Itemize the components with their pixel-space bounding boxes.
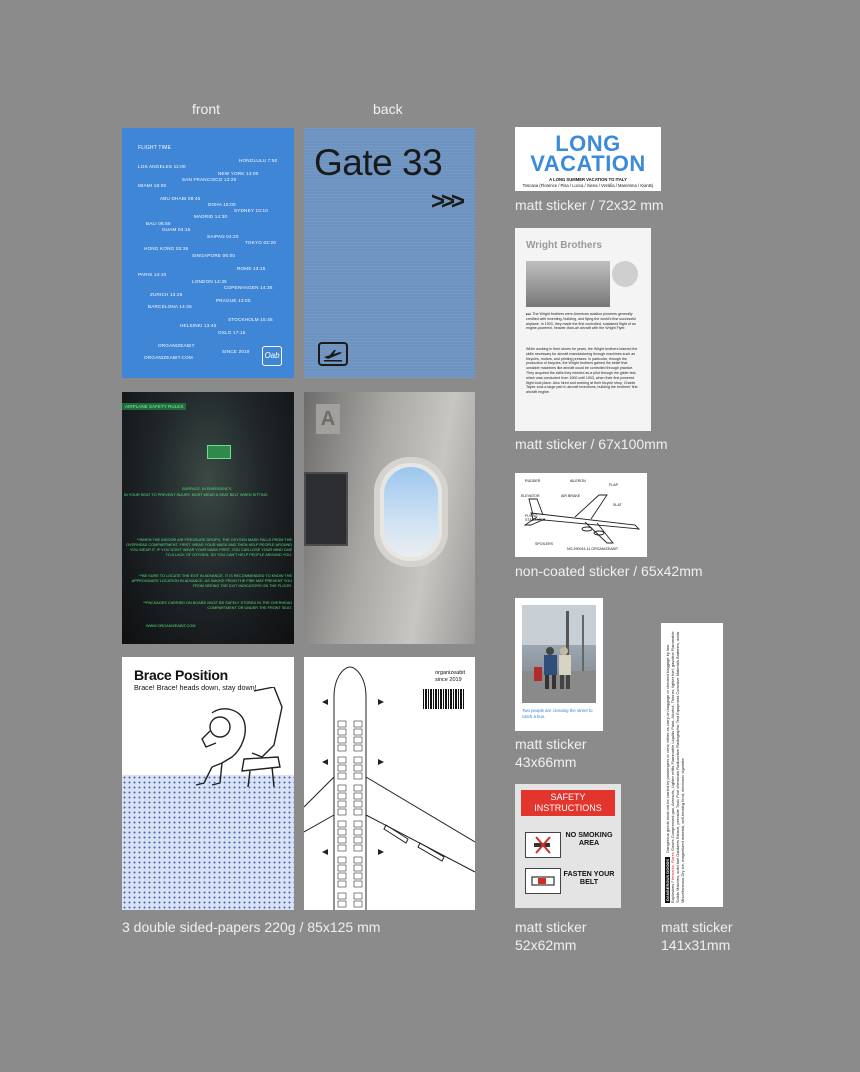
map-brand-name: organizeabit [435, 670, 465, 676]
part-label: FLYING STABILIZER [525, 514, 546, 522]
safety-line: IN YOUR SEAT TO PREVENT INJURY. MUST WEAR A SEAT BELT WHEN SITTING [124, 493, 268, 497]
wright-brothers-sticker [515, 228, 651, 431]
dangerous-goods-text1: Dangerous goods must not be carried by passengers or crew, either as carry-on baggage or checked baggage by law. Explosives [665, 644, 675, 903]
dangerous-goods-red1: Fireworks, Flares [670, 852, 675, 883]
street-photo [522, 605, 596, 703]
safety-instructions-sticker [515, 784, 621, 908]
safety-rules-tag: AIRPLANE SAFETY RULES [122, 403, 186, 410]
chevrons-right-icon: >>> [430, 188, 461, 215]
flight-entry: DOHA 15:00 [208, 202, 236, 207]
papers-caption: 3 double sided-papers 220g / 85x125 mm [122, 919, 381, 935]
seatbelt-icon [525, 868, 561, 894]
flight-entry: OSLO 17:15 [218, 330, 246, 335]
flight-entry: COPENHAGEN 14:35 [224, 285, 273, 290]
long-vacation-line2: VACATION [530, 151, 646, 176]
flight-card-url: ORGANIZEABIT.COM [144, 355, 193, 360]
fasten-belt-label: FASTEN YOUR BELT [563, 869, 615, 886]
part-label: SPOILERS [535, 542, 553, 546]
flight-entry: HONG KONG 03:35 [144, 246, 189, 251]
safety-rules-card [122, 392, 294, 644]
window-photo-card [304, 392, 475, 644]
safety-caption [515, 918, 587, 954]
brace-title: Brace Position [134, 667, 228, 683]
flight-entry: MADRID 14:30 [194, 214, 228, 219]
plane-parts-code: NO.290043-11 ORGANIZEABIT [567, 547, 619, 551]
flight-entry: STOCKHOLM 15:45 [228, 317, 273, 322]
flight-entry: BALI 06:55 [146, 221, 171, 226]
flight-entry: LONDON 14:35 [192, 279, 227, 284]
safety-line: **PACKAGES CARRIED ON BOARD MUST BE SAFELY STORED IN THE OVERHEAD COMPARTMENT OR UNDER THE FRONT SEAT. [143, 601, 292, 610]
flight-time-heading: FLIGHT TIME [138, 145, 172, 151]
wright-para1: ▸▸▸ The Wright brothers were American aviation pioneers generally credited with inventing, building, and flying the world's first successful airplane. In 1903, they made the first controlled, sustained flight of an engine-powered, heavier-than-air aircraft with the Wright Flyer. [526, 312, 636, 331]
part-label: FLAP [609, 483, 618, 487]
photo-caption-line2: 43x66mm [515, 754, 577, 770]
wright-portrait-icon [612, 261, 638, 287]
part-label: AIR BRAKE [561, 494, 581, 498]
part-label: SLAT [613, 503, 622, 507]
flight-entry: PARIS 14:10 [138, 272, 167, 277]
long-vacation-places: Toscana (Florence / Pisa / Lucca / Siena / Versilia / Maremma / Kiants) [522, 183, 654, 188]
flight-entry: LOS ANGELES 11:00 [138, 164, 186, 169]
flight-entry: MIAMI 16:00 [138, 183, 167, 188]
plane-takeoff-icon [318, 342, 348, 366]
dangerous-caption-line1: matt sticker [661, 919, 733, 935]
header-front: front [192, 101, 221, 117]
photo-caption-line1: matt sticker [515, 736, 587, 752]
flight-entry: HELSINKI 13:40 [180, 323, 217, 328]
seat-letter: A [316, 404, 340, 434]
long-vacation-sub: A LONG SUMMER VACATION TO ITALY [549, 177, 627, 182]
long-vacation-caption: matt sticker / 72x32 mm [515, 197, 664, 213]
flight-entry: SAN FRANCISCO 13:20 [182, 177, 237, 182]
flight-entry: TOKYO 02:20 [245, 240, 276, 245]
airplane-outline-icon [304, 657, 475, 910]
flight-card-brand: ORGANIZEABIT [158, 343, 195, 348]
long-vacation-sticker [515, 127, 661, 191]
safety-caption-line2: 52x62mm [515, 937, 577, 953]
photo-sticker [515, 598, 603, 731]
flight-entry: ROME 13:15 [237, 266, 266, 271]
flight-entry: SAIPAN 04:20 [207, 234, 239, 239]
dangerous-goods-sticker [661, 623, 723, 907]
brace-position-card [122, 657, 294, 910]
flight-entry: PRAGUE 13:00 [216, 298, 251, 303]
safety-line: **BE SURE TO LOCATE THE EXIT IN ADVANCE. IT IS RECOMMENDED TO KNOW THE APPROXIMATE LOCATION IN ADVANCE, AS SMOKE FROM THE FIRE MAY PREVENT YOU FROM SEEING THE EXIT INDICATORS ON THE FLOOR. [131, 574, 292, 588]
photo-caption [515, 735, 587, 771]
plane-parts-sticker [515, 473, 647, 557]
dangerous-goods-text [665, 627, 719, 903]
part-label: RUDDER [525, 479, 541, 483]
safety-title-line1: SAFETY [550, 792, 586, 802]
dangerous-caption [661, 918, 733, 954]
safety-instructions-title [521, 790, 615, 816]
halftone-floor [122, 775, 294, 910]
flight-entry: ZURICH 13:25 [150, 292, 183, 297]
safety-caption-line1: matt sticker [515, 919, 587, 935]
flight-entry: BARCELONA 14:25 [148, 304, 192, 309]
flight-entry: SYDNEY 10:10 [234, 208, 268, 213]
header-back: back [373, 101, 403, 117]
gate-card [304, 128, 475, 378]
wright-flyer-photo [526, 261, 610, 307]
oab-logo: Oab [262, 346, 282, 366]
flight-entry: NEW YORK 14:00 [218, 171, 259, 176]
airplane-window [374, 457, 448, 567]
seatback-screen [304, 472, 348, 546]
safety-line: **WHEN THE INDOOR AIR PRESSURE DROPS, THE OXYGEN MASK FALLS FROM THE OVERHEAD COMPARTMENT. FIRST, WEAR YOUR MASK AND THEN HELP PEOPLE AROUND YOU WEAR IT. IF YOU DON'T WEAR YOUR MASK FIRST, YOU CAN LOSE YOUR MIND DUE TO A LACK OF OXYGEN, SO YOU CAN'T HELP PEOPLE AROUND YOU. [126, 538, 292, 557]
wright-para2: While working in their stores for years, the Wright brothers learned the skills necessary for aircraft manufacturing through machines such as bicycles, motors, and printing presses. In particular, through the production of bicycles, the Wright brothers gained the belief that unstable machines like aircraft could be controlled through practice. They acquired the skills they needed as a pilot through the glider test, which was conducted from 1900 until 1903, when their first powered flight took place. Also hired and working at their bicycle shop, Charlie Taylor took a large part in aircraft inventions, building the brothers' first aircraft engine. [526, 347, 638, 395]
gate-title: Gate 33 [314, 142, 443, 183]
dangerous-caption-line2: 141x31mm [661, 937, 731, 953]
brace-subtitle: Brace! Brace! heads down, stay down! [134, 683, 257, 692]
long-vacation-line1: LONG [555, 131, 621, 156]
flight-entry: HONOLULU 7:50 [239, 158, 278, 163]
flight-entry: ABU DHABI 09:45 [160, 196, 201, 201]
dangerous-goods-head: DANGEROUS GOODS [665, 858, 670, 901]
wright-title: Wright Brothers [526, 240, 602, 251]
wright-caption: matt sticker / 67x100mm [515, 436, 668, 452]
part-label: AILERON [570, 479, 586, 483]
part-label: ELEVATOR [521, 494, 540, 498]
seat-map-card [304, 657, 475, 910]
plane-parts-caption: non-coated sticker / 65x42mm [515, 563, 703, 579]
flight-entry: SINGAPORE 06:00 [192, 253, 236, 258]
exit-sign-icon [207, 445, 231, 459]
brace-figure-icon [182, 687, 292, 792]
map-brand-since: since 2019 [435, 677, 462, 683]
no-smoking-label: NO SMOKING AREA [565, 830, 613, 847]
flight-time-card [122, 128, 294, 378]
safety-url: WWW.ORGANIZEABIT.COM [146, 624, 196, 628]
no-smoking-icon [525, 832, 561, 858]
flight-card-since: SINCE 2019 [222, 349, 250, 354]
safety-line: SURFACE. IN EMERGENCY, [182, 487, 232, 491]
dangerous-goods-text2: Gases Compressed gas, Aerosols, Lighter refills Flammable Liquids Paint, Alcohol, Thinner, lighter fuel, gasoline Flammable Solids Matches, solid fuel Oxidizers Bleach, peroxide Toxic Pool chemicals Radioactive Radiographic Test Equipment Corrosive Materials Batteries, acids Miscellaneous Dry ice, magnetized material, self-heating food, electronic cigarette [670, 631, 685, 903]
flight-entry: GUAM 04:15 [162, 227, 191, 232]
photo-sticker-caption: Two people are crossing the street to catch a bus. [522, 708, 593, 719]
safety-title-line2: INSTRUCTIONS [534, 803, 602, 813]
